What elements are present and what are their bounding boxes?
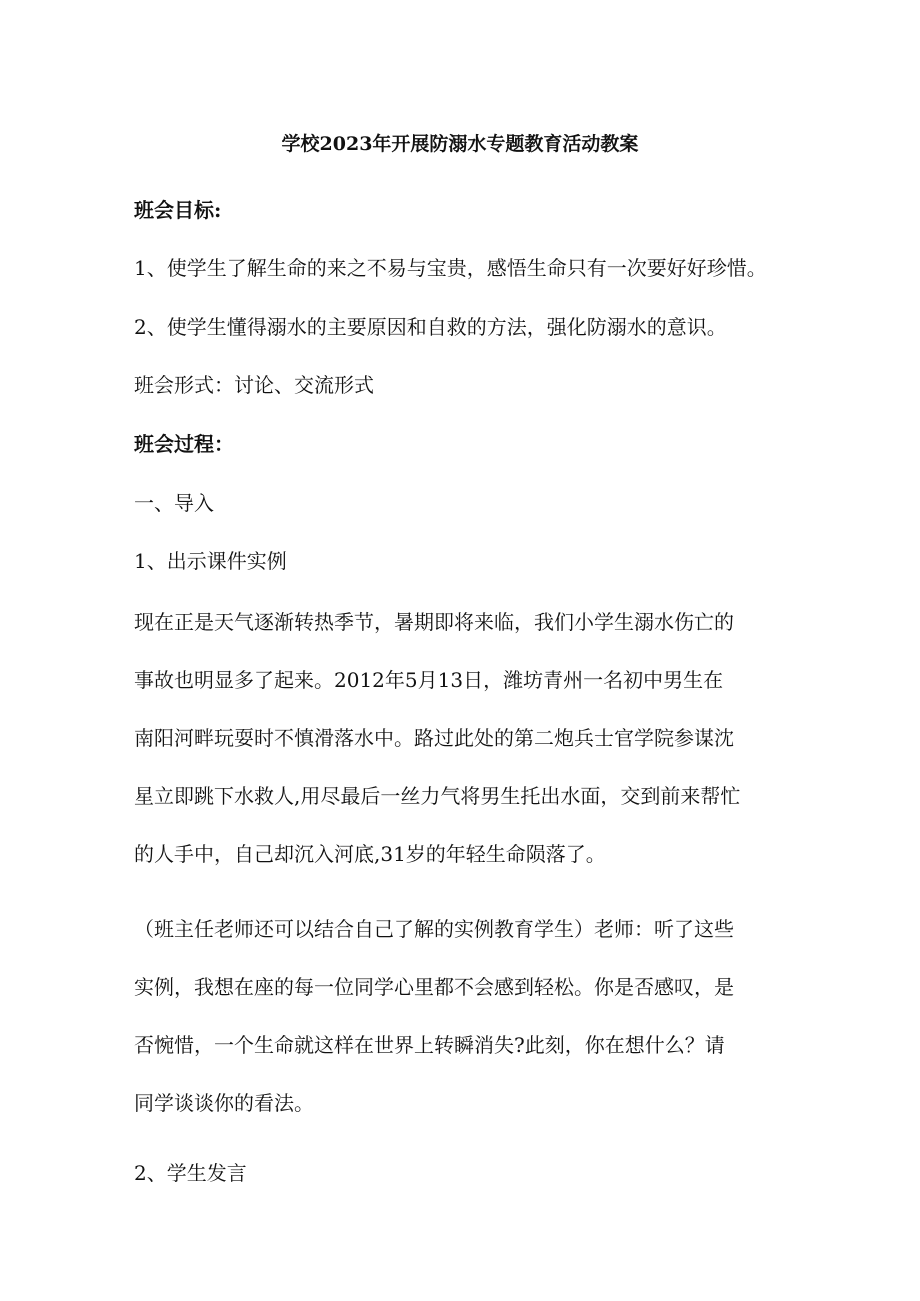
teacher-line: （班主任老师还可以结合自己了解的实例教育学生）老师：听了这些 (134, 917, 734, 941)
step-student-speech: 2、学生发言 (134, 1161, 247, 1185)
document-title: 学校2023年开展防溺水专题教育活动教案 (281, 133, 639, 155)
goal-heading: 班会目标: (134, 198, 222, 222)
goal-item-1: 1、使学生了解生命的来之不易与宝贵，感悟生命只有一次要好好珍惜。 (134, 256, 767, 280)
process-heading: 班会过程： (134, 432, 234, 456)
teacher-paragraph (134, 900, 790, 1132)
story-line: 的人手中，自己却沉入河底,31岁的年轻生命陨落了。 (134, 842, 606, 866)
teacher-line: 同学谈谈你的看法。 (134, 1091, 314, 1115)
story-line: 星立即跳下水救人,用尽最后一丝力气将男生托出水面，交到前来帮忙 (134, 784, 741, 808)
teacher-line: 否惋惜，一个生命就这样在世界上转瞬消失?此刻，你在想什么？请 (134, 1033, 725, 1057)
story-line: 现在正是天气逐渐转热季节，暑期即将来临，我们小学生溺水伤亡的 (134, 610, 734, 634)
goal-item-2: 2、使学生懂得溺水的主要原因和自救的方法，强化防溺水的意识。 (134, 315, 727, 339)
section-heading-intro: 一、导入 (134, 491, 214, 515)
story-line: 南阳河畔玩耍时不慎滑落水中。路过此处的第二炮兵士官学院参谋沈 (134, 726, 734, 750)
teacher-line: 实例，我想在座的每一位同学心里都不会感到轻松。你是否感叹，是 (134, 975, 734, 999)
class-form: 班会形式：讨论、交流形式 (134, 373, 374, 397)
step-show-example: 1、出示课件实例 (134, 549, 287, 573)
story-paragraph (134, 593, 790, 883)
story-line: 事故也明显多了起来。2012年5月13日，潍坊青州一名初中男生在 (134, 668, 724, 692)
